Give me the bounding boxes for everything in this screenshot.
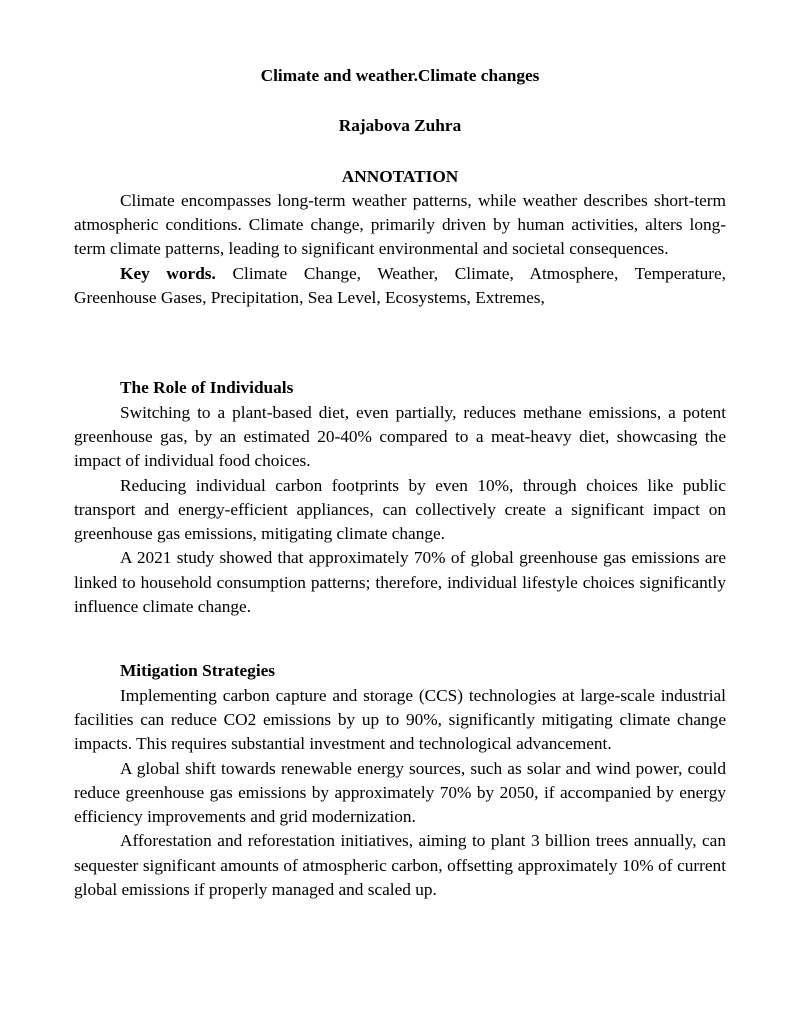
paragraph-afforestation: Afforestation and reforestation initiatives, aiming to plant 3 billion trees annually, can sequester significant amounts of atmospheric carbon, offsetting approximately 10% of current global emissions if properly managed and scaled up. (74, 831, 726, 900)
author-name: Rajabova Zuhra (338, 116, 462, 136)
annotation-paragraph: Climate encompasses long-term weather patterns, while weather describes short-term atmospheric conditions. Climate change, primarily driven by human activities, alters long-term climate patterns, leading to significant environmental and societal consequences. (74, 190, 726, 259)
document-body (74, 64, 726, 902)
section-heading-role-of-individuals: The Role of Individuals (120, 378, 294, 398)
paragraph-carbon-capture: Implementing carbon capture and storage (CCS) technologies at large-scale industrial facilities can reduce CO2 emissions by up to 90%, significantly mitigating climate change impacts. This requires substantial investment and technological advancement. (74, 685, 726, 754)
document-title: Climate and weather.Climate changes (260, 66, 540, 85)
paragraph-renewable-energy: A global shift towards renewable energy sources, such as solar and wind power, could reduce greenhouse gas emissions by approximately 70% by 2050, if accompanied by energy efficiency improvements and grid modernization. (74, 758, 726, 827)
keywords-label: Key words. (120, 263, 216, 283)
paragraph-household-consumption: A 2021 study showed that approximately 70% of global greenhouse gas emissions are linked to household consumption patterns; therefore, individual lifestyle choices significantly influence climate change. (74, 548, 726, 617)
section-heading-mitigation-strategies: Mitigation Strategies (120, 661, 276, 681)
keywords-paragraph (74, 262, 726, 311)
paragraph-carbon-footprint: Reducing individual carbon footprints by even 10%, through choices like public transport and energy-efficient appliances, can collectively create a significant impact on greenhouse gas emissions, mitigating climate change. (74, 475, 726, 544)
paragraph-plant-based-diet: Switching to a plant-based diet, even partially, reduces methane emissions, a potent greenhouse gas, by an estimated 20-40% compared to a meat-heavy diet, showcasing the impact of individual food choices. (74, 402, 726, 471)
annotation-heading: ANNOTATION (341, 166, 459, 186)
keywords-list: Climate Change, Weather, Climate, Atmosphere, Temperature, Greenhouse Gases, Precipitation, Sea Level, Ecosystems, Extremes, (74, 263, 726, 308)
